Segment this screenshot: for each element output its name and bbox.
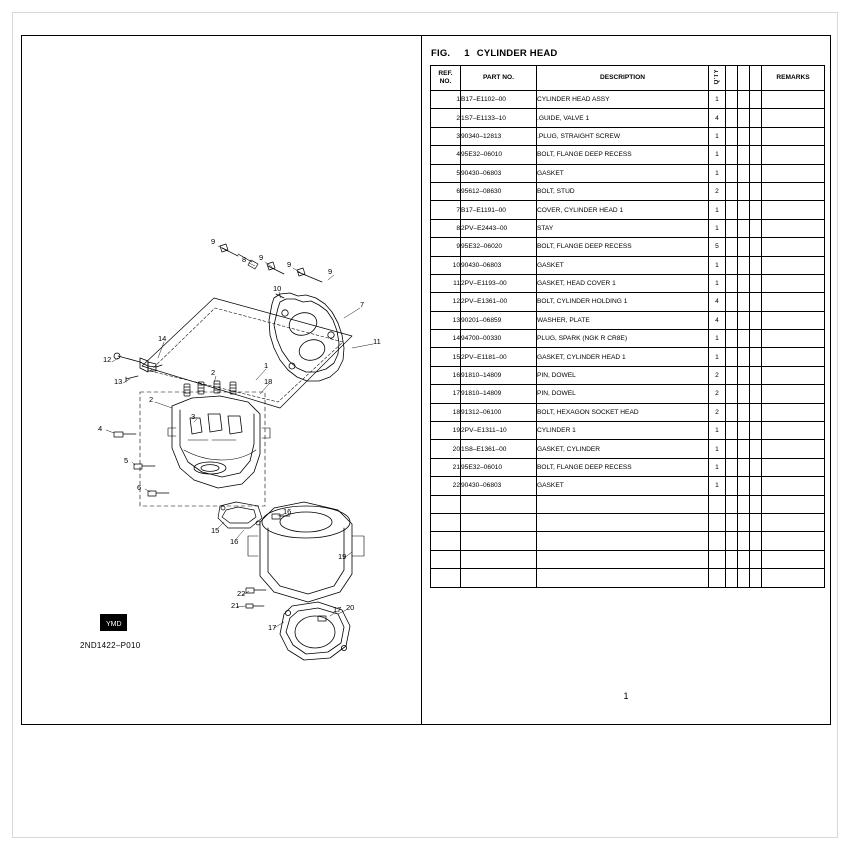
header-col-b: [738, 66, 750, 91]
cell-qty: 1: [709, 274, 726, 292]
cell-ref-no: 15: [431, 348, 461, 366]
cell-col-c: [750, 458, 762, 476]
cell-qty: 2: [709, 182, 726, 200]
cell-part-no: 1S7–E1133–10: [461, 109, 537, 127]
cell-empty: [750, 550, 762, 568]
cell-description: GASKET, CYLINDER HEAD 1: [537, 348, 709, 366]
header-remarks: REMARKS: [762, 66, 825, 91]
svg-text:19: 19: [338, 552, 347, 561]
page-number: 1: [623, 691, 629, 701]
cell-qty: 1: [709, 91, 726, 109]
table-header-row: [431, 66, 825, 91]
table-row: [431, 330, 825, 348]
cell-col-b: [738, 330, 750, 348]
cell-remarks: [762, 330, 825, 348]
cell-ref-no: 3: [431, 127, 461, 145]
table-row: [431, 348, 825, 366]
cell-col-a: [726, 366, 738, 384]
cell-remarks: [762, 91, 825, 109]
table-row: [431, 366, 825, 384]
cell-col-a: [726, 201, 738, 219]
cell-empty: [762, 569, 825, 587]
cell-empty: [461, 569, 537, 587]
cell-empty: [709, 513, 726, 531]
table-row: [431, 458, 825, 476]
cell-description: STAY: [537, 219, 709, 237]
cell-col-c: [750, 109, 762, 127]
cell-part-no: 91810–14809: [461, 385, 537, 403]
svg-text:13: 13: [114, 377, 123, 386]
cell-ref-no: 4: [431, 146, 461, 164]
cell-empty: [726, 495, 738, 513]
cell-qty: 1: [709, 201, 726, 219]
cell-qty: 1: [709, 477, 726, 495]
cell-remarks: [762, 403, 825, 421]
table-row: [431, 477, 825, 495]
cell-col-a: [726, 403, 738, 421]
cell-empty: [762, 550, 825, 568]
cell-col-a: [726, 440, 738, 458]
cell-remarks: [762, 127, 825, 145]
svg-text:18: 18: [264, 377, 273, 386]
cell-qty: 1: [709, 458, 726, 476]
cell-part-no: 2PV–E1181–00: [461, 348, 537, 366]
cell-ref-no: 19: [431, 422, 461, 440]
header-col-c: [750, 66, 762, 91]
cell-col-a: [726, 293, 738, 311]
cell-ref-no: 8: [431, 219, 461, 237]
cell-description: .PLUG, STRAIGHT SCREW: [537, 127, 709, 145]
cell-col-c: [750, 146, 762, 164]
cell-empty: [461, 495, 537, 513]
svg-text:17: 17: [333, 605, 342, 614]
cell-col-c: [750, 477, 762, 495]
cell-remarks: [762, 256, 825, 274]
svg-text:9: 9: [328, 267, 333, 276]
cell-empty: [738, 495, 750, 513]
table-row: [431, 256, 825, 274]
header-ref-line2: NO.: [439, 78, 452, 85]
cell-col-b: [738, 422, 750, 440]
cell-col-a: [726, 109, 738, 127]
cell-empty: [431, 495, 461, 513]
cell-col-b: [738, 238, 750, 256]
cell-description: GASKET: [537, 164, 709, 182]
cell-col-b: [738, 146, 750, 164]
cell-col-b: [738, 293, 750, 311]
document-page: [12, 12, 838, 838]
svg-text:3: 3: [191, 412, 196, 421]
cell-qty: 1: [709, 330, 726, 348]
table-row: [431, 91, 825, 109]
cell-col-a: [726, 91, 738, 109]
cell-empty: [461, 550, 537, 568]
cell-remarks: [762, 274, 825, 292]
cell-part-no: 95612–08630: [461, 182, 537, 200]
cell-qty: 2: [709, 366, 726, 384]
cell-remarks: [762, 422, 825, 440]
cell-col-c: [750, 348, 762, 366]
cell-empty: [726, 532, 738, 550]
cell-col-a: [726, 127, 738, 145]
svg-text:9: 9: [211, 237, 216, 246]
cell-qty: 1: [709, 256, 726, 274]
table-row: [431, 238, 825, 256]
cell-qty: 5: [709, 238, 726, 256]
table-row: [431, 109, 825, 127]
cell-col-b: [738, 403, 750, 421]
cell-qty: 1: [709, 127, 726, 145]
cell-description: GASKET: [537, 477, 709, 495]
cell-qty: 1: [709, 440, 726, 458]
cell-remarks: [762, 385, 825, 403]
cell-ref-no: 9: [431, 238, 461, 256]
cell-col-c: [750, 403, 762, 421]
cell-empty: [709, 569, 726, 587]
cell-part-no: 91312–06100: [461, 403, 537, 421]
ymd-logo-badge: [100, 614, 127, 631]
cell-qty: 1: [709, 348, 726, 366]
table-row: [431, 127, 825, 145]
cell-description: BOLT, HEXAGON SOCKET HEAD: [537, 403, 709, 421]
cell-ref-no: 11: [431, 274, 461, 292]
cell-col-c: [750, 293, 762, 311]
cell-part-no: 95E32–06010: [461, 146, 537, 164]
cell-description: PIN, DOWEL: [537, 385, 709, 403]
cell-description: GASKET, CYLINDER: [537, 440, 709, 458]
cell-col-b: [738, 366, 750, 384]
cell-col-b: [738, 127, 750, 145]
cell-ref-no: 1: [431, 91, 461, 109]
cell-remarks: [762, 146, 825, 164]
cell-description: BOLT, FLANGE DEEP RECESS: [537, 458, 709, 476]
table-row: [431, 201, 825, 219]
cell-remarks: [762, 201, 825, 219]
cell-ref-no: 5: [431, 164, 461, 182]
cell-empty: [537, 550, 709, 568]
svg-text:17: 17: [268, 623, 277, 632]
svg-text:16: 16: [283, 507, 292, 516]
cell-remarks: [762, 311, 825, 329]
cell-col-a: [726, 422, 738, 440]
cell-remarks: [762, 458, 825, 476]
svg-text:9: 9: [287, 260, 292, 269]
cell-col-a: [726, 458, 738, 476]
cell-description: CYLINDER HEAD ASSY: [537, 91, 709, 109]
cell-empty: [750, 513, 762, 531]
svg-text:2: 2: [211, 368, 216, 377]
cell-col-a: [726, 256, 738, 274]
cell-qty: 1: [709, 422, 726, 440]
table-row: [431, 403, 825, 421]
svg-text:9: 9: [259, 253, 264, 262]
cell-col-c: [750, 238, 762, 256]
svg-text:2: 2: [149, 395, 154, 404]
cell-empty: [431, 569, 461, 587]
table-row: [431, 311, 825, 329]
svg-text:16: 16: [230, 537, 239, 546]
cell-remarks: [762, 293, 825, 311]
cell-empty: [750, 495, 762, 513]
cell-ref-no: 16: [431, 366, 461, 384]
cell-description: GASKET: [537, 256, 709, 274]
cell-qty: 1: [709, 146, 726, 164]
header-col-a: [726, 66, 738, 91]
cylinder-head-exploded-drawing: [22, 36, 421, 725]
cell-col-c: [750, 219, 762, 237]
cell-col-c: [750, 164, 762, 182]
cell-qty: 4: [709, 293, 726, 311]
cell-ref-no: 12: [431, 293, 461, 311]
cell-col-a: [726, 238, 738, 256]
cell-part-no: B17–E1191–00: [461, 201, 537, 219]
cell-col-c: [750, 422, 762, 440]
cell-description: GASKET, HEAD COVER 1: [537, 274, 709, 292]
cell-part-no: B17–E1102–00: [461, 91, 537, 109]
cell-ref-no: 17: [431, 385, 461, 403]
cell-col-c: [750, 91, 762, 109]
table-row-empty: [431, 550, 825, 568]
cell-empty: [726, 550, 738, 568]
cell-col-b: [738, 348, 750, 366]
cell-col-a: [726, 164, 738, 182]
cell-col-b: [738, 458, 750, 476]
header-qty: [709, 66, 726, 91]
cell-empty: [461, 532, 537, 550]
cell-ref-no: 10: [431, 256, 461, 274]
cell-qty: 2: [709, 403, 726, 421]
cell-part-no: 2PV–E2443–00: [461, 219, 537, 237]
cell-empty: [461, 513, 537, 531]
cell-part-no: 2PV–E1193–00: [461, 274, 537, 292]
svg-text:8: 8: [242, 255, 247, 264]
cell-part-no: 2PV–E1361–00: [461, 293, 537, 311]
cell-empty: [709, 495, 726, 513]
svg-text:5: 5: [124, 456, 129, 465]
cell-col-a: [726, 274, 738, 292]
cell-description: PLUG, SPARK (NGK R CR8E): [537, 330, 709, 348]
cell-description: PIN, DOWEL: [537, 366, 709, 384]
cell-col-b: [738, 91, 750, 109]
cell-qty: 1: [709, 164, 726, 182]
cell-qty: 1: [709, 219, 726, 237]
cell-qty: 4: [709, 311, 726, 329]
cell-remarks: [762, 238, 825, 256]
cell-empty: [738, 550, 750, 568]
catalog-sheet: [21, 35, 831, 725]
cell-part-no: 1S8–E1361–00: [461, 440, 537, 458]
cell-description: BOLT, CYLINDER HOLDING 1: [537, 293, 709, 311]
figure-label: FIG.: [431, 48, 451, 59]
svg-text:4: 4: [98, 424, 103, 433]
table-row: [431, 385, 825, 403]
cell-col-b: [738, 256, 750, 274]
cell-col-c: [750, 366, 762, 384]
svg-text:7: 7: [360, 300, 365, 309]
cell-part-no: 90201–06859: [461, 311, 537, 329]
parts-table-body: [431, 91, 825, 588]
cell-col-c: [750, 201, 762, 219]
cell-remarks: [762, 348, 825, 366]
cell-empty: [738, 513, 750, 531]
table-row-empty: [431, 569, 825, 587]
cell-part-no: 91810–14809: [461, 366, 537, 384]
cell-col-c: [750, 311, 762, 329]
cell-col-c: [750, 182, 762, 200]
cell-empty: [709, 532, 726, 550]
cell-part-no: 2PV–E1311–10: [461, 422, 537, 440]
exploded-diagram-panel: [21, 35, 421, 725]
svg-text:22: 22: [237, 589, 246, 598]
table-row: [431, 164, 825, 182]
header-description: DESCRIPTION: [537, 66, 709, 91]
svg-text:YMD: YMD: [106, 621, 122, 628]
cell-col-b: [738, 477, 750, 495]
cell-empty: [431, 513, 461, 531]
cell-qty: 4: [709, 109, 726, 127]
svg-text:14: 14: [158, 334, 167, 343]
cell-col-c: [750, 440, 762, 458]
cell-part-no: 95E32–06010: [461, 458, 537, 476]
cell-col-a: [726, 477, 738, 495]
cell-ref-no: 22: [431, 477, 461, 495]
svg-text:12: 12: [103, 355, 112, 364]
figure-name: CYLINDER HEAD: [476, 48, 558, 59]
cell-part-no: 94700–00330: [461, 330, 537, 348]
cell-empty: [762, 532, 825, 550]
cell-part-no: 90340–12813: [461, 127, 537, 145]
cell-empty: [738, 569, 750, 587]
cell-remarks: [762, 109, 825, 127]
cell-description: .GUIDE, VALVE 1: [537, 109, 709, 127]
table-row: [431, 182, 825, 200]
cell-remarks: [762, 219, 825, 237]
cell-remarks: [762, 164, 825, 182]
cell-remarks: [762, 477, 825, 495]
table-row: [431, 422, 825, 440]
table-row: [431, 146, 825, 164]
cell-ref-no: 14: [431, 330, 461, 348]
parts-table-panel: [421, 35, 831, 725]
cell-remarks: [762, 366, 825, 384]
cell-description: CYLINDER 1: [537, 422, 709, 440]
svg-text:6: 6: [137, 483, 142, 492]
svg-text:11: 11: [373, 337, 381, 346]
svg-text:20: 20: [346, 603, 355, 612]
cell-ref-no: 7: [431, 201, 461, 219]
cell-col-c: [750, 385, 762, 403]
cell-remarks: [762, 440, 825, 458]
cell-col-a: [726, 385, 738, 403]
cell-col-b: [738, 219, 750, 237]
figure-title: [431, 48, 557, 59]
cell-col-b: [738, 385, 750, 403]
table-row: [431, 274, 825, 292]
cell-col-a: [726, 311, 738, 329]
cell-col-b: [738, 201, 750, 219]
cell-empty: [738, 532, 750, 550]
cell-ref-no: 20: [431, 440, 461, 458]
cell-description: BOLT, FLANGE DEEP RECESS: [537, 146, 709, 164]
figure-number: 1: [464, 48, 470, 59]
table-row-empty: [431, 495, 825, 513]
cell-empty: [726, 569, 738, 587]
cell-description: BOLT, FLANGE DEEP RECESS: [537, 238, 709, 256]
cell-col-b: [738, 164, 750, 182]
cell-part-no: 90430–06803: [461, 477, 537, 495]
cell-empty: [431, 550, 461, 568]
cell-col-c: [750, 256, 762, 274]
cell-col-b: [738, 109, 750, 127]
diagram-code: 2ND1422–P010: [80, 641, 141, 650]
svg-text:1: 1: [264, 361, 269, 370]
header-ref-line1: REF.: [438, 70, 453, 78]
cell-col-a: [726, 330, 738, 348]
cell-part-no: 95E32–06020: [461, 238, 537, 256]
cell-col-b: [738, 182, 750, 200]
cell-empty: [762, 495, 825, 513]
cell-ref-no: 18: [431, 403, 461, 421]
cell-col-b: [738, 311, 750, 329]
cell-part-no: 90430–06803: [461, 256, 537, 274]
cell-empty: [537, 532, 709, 550]
header-part-no: PART NO.: [461, 66, 537, 91]
cell-col-a: [726, 182, 738, 200]
table-row: [431, 440, 825, 458]
cell-description: WASHER, PLATE: [537, 311, 709, 329]
cell-col-a: [726, 348, 738, 366]
header-ref-no: [431, 66, 461, 91]
cell-remarks: [762, 182, 825, 200]
cell-col-b: [738, 440, 750, 458]
cell-ref-no: 21: [431, 458, 461, 476]
table-row-empty: [431, 532, 825, 550]
header-qty-label: Q'TY: [714, 69, 720, 85]
cell-ref-no: 13: [431, 311, 461, 329]
svg-text:21: 21: [231, 601, 240, 610]
cell-empty: [750, 532, 762, 550]
cell-empty: [537, 495, 709, 513]
cell-description: COVER, CYLINDER HEAD 1: [537, 201, 709, 219]
cell-empty: [431, 532, 461, 550]
cell-col-c: [750, 330, 762, 348]
cell-empty: [762, 513, 825, 531]
table-row: [431, 219, 825, 237]
table-row-empty: [431, 513, 825, 531]
cell-col-c: [750, 127, 762, 145]
cell-ref-no: 6: [431, 182, 461, 200]
cell-col-b: [738, 274, 750, 292]
cell-empty: [537, 569, 709, 587]
cell-part-no: 90430–06803: [461, 164, 537, 182]
cell-col-a: [726, 146, 738, 164]
cell-empty: [709, 550, 726, 568]
table-row: [431, 293, 825, 311]
cell-description: BOLT, STUD: [537, 182, 709, 200]
svg-text:15: 15: [211, 526, 220, 535]
cell-empty: [726, 513, 738, 531]
svg-text:10: 10: [273, 284, 282, 293]
cell-ref-no: 2: [431, 109, 461, 127]
cell-qty: 2: [709, 385, 726, 403]
cell-empty: [537, 513, 709, 531]
parts-table: [430, 65, 825, 588]
cell-col-a: [726, 219, 738, 237]
cell-col-c: [750, 274, 762, 292]
cell-empty: [750, 569, 762, 587]
